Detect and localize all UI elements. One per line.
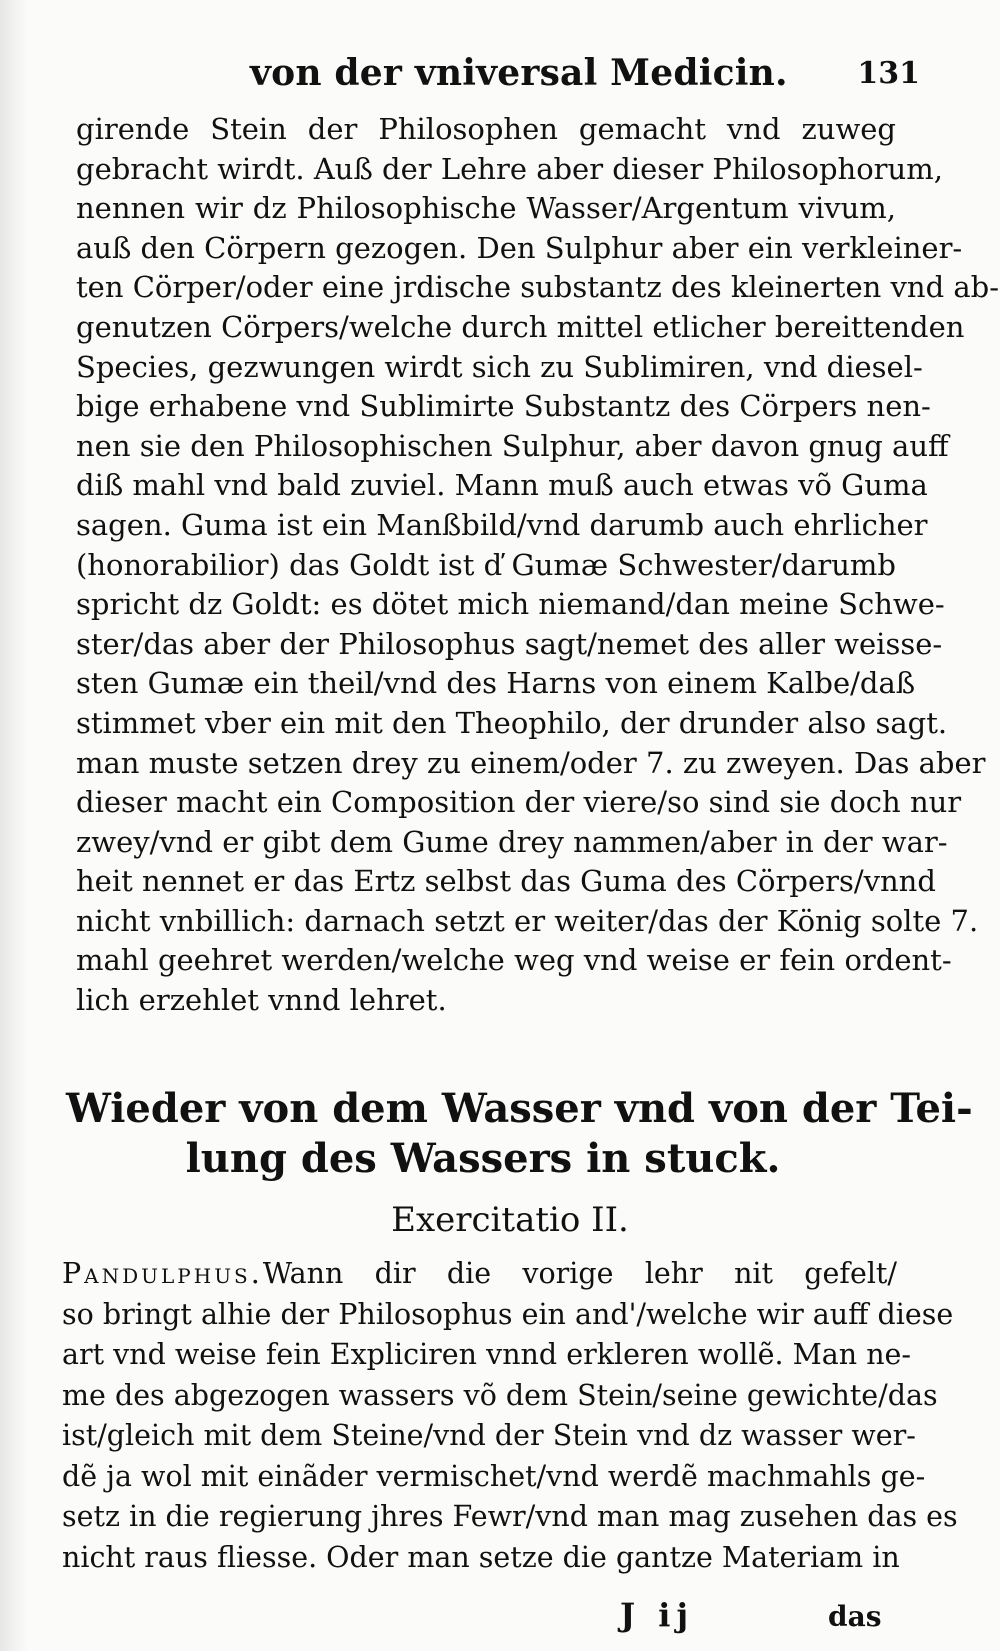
page-header — [250, 52, 920, 98]
section-heading — [66, 1084, 973, 1184]
text-line: dẽ ja wol mit einãder vermischet/vnd werdẽ machmahls ge- — [62, 1459, 926, 1493]
text-line: nicht vnbillich: darnach setzt er weiter/das der König solte 7. — [76, 903, 979, 938]
text-line: stimmet vber ein mit den Theophilo, der drunder also sagt. — [76, 705, 948, 740]
first-line-rest: Wann dir die vorige lehr nit gefelt/ — [262, 1257, 897, 1290]
signature-mark: J ij — [620, 1596, 695, 1634]
heading-line-2: lung des Wassers in stuck. — [185, 1135, 781, 1182]
text-line: bige erhabene vnd Sublimirte Substantz des Cörpers nen- — [76, 389, 931, 424]
text-line: mahl geehret werden/welche weg vnd weise er fein ordent- — [76, 943, 952, 978]
text-line: ten Cörper/oder eine jrdische substantz des kleinerten vnd ab- — [76, 270, 1000, 305]
text-line: nen sie den Philosophischen Sulphur, aber davon gnug auff — [76, 428, 949, 463]
text-line: diß mahl vnd bald zuviel. Mann muß auch etwas võ Guma — [76, 468, 928, 503]
heading-line-1: Wieder von dem Wasser vnd von der Tei- — [66, 1085, 973, 1132]
catchword: das — [828, 1600, 882, 1633]
text-line: (honorabilior) das Goldt ist ď Gumæ Schwester/darumb — [76, 547, 896, 582]
page-edge-shadow — [0, 0, 28, 1651]
body-text-section-1 — [76, 110, 1000, 1021]
text-line: me des abgezogen wassers võ dem Stein/seine gewichte/das — [62, 1378, 938, 1412]
text-line: man muste setzen drey zu einem/oder 7. zu zweyen. Das aber — [76, 745, 986, 780]
text-line: gebracht wirdt. Auß der Lehre aber dieser Philosophorum, — [76, 151, 943, 186]
text-line: nicht raus fliesse. Oder man setze die gantze Materiam in — [62, 1540, 900, 1574]
text-line: heit nennet er das Ertz selbst das Guma des Cörpers/vnnd — [76, 864, 936, 899]
text-line: genutzen Cörpers/welche durch mittel etlicher bereittenden — [76, 309, 965, 344]
text-line: ster/das aber der Philosophus sagt/nemet des aller weisse- — [76, 626, 943, 661]
text-line: ist/gleich mit dem Steine/vnd der Stein vnd dz wasser wer- — [62, 1419, 916, 1452]
text-line: nennen wir dz Philosophische Wasser/Argentum vivum, — [76, 191, 896, 226]
body-text-section-2 — [62, 1254, 958, 1578]
text-line: spricht dz Goldt: es dötet mich niemand/dan meine Schwe- — [76, 587, 945, 622]
text-line: Species, gezwungen wirdt sich zu Sublimiren, vnd diesel- — [76, 349, 923, 384]
running-head: von der vniversal Medicin. — [250, 52, 788, 94]
page-footer — [0, 1596, 1000, 1641]
exercitatio-title: Exercitatio II. — [391, 1200, 629, 1240]
text-line: girende Stein der Philosophen gemacht vnd zuweg — [76, 112, 896, 146]
text-line: lich erzehlet vnnd lehret. — [76, 983, 447, 1018]
text-line: sten Gumæ ein theil/vnd des Harns von einem Kalbe/daß — [76, 666, 916, 701]
text-line: setz in die regierung jhres Fewr/vnd man mag zusehen das es — [62, 1500, 958, 1533]
text-line: art vnd weise fein Expliciren vnnd erkleren wollẽ. Man ne- — [62, 1338, 912, 1371]
text-line-first — [62, 1254, 897, 1295]
text-line: zwey/vnd er gibt dem Gume drey nammen/aber in der war- — [76, 824, 948, 859]
text-line: dieser macht ein Composition der viere/so sind sie doch nur — [76, 785, 962, 820]
text-line: auß den Cörpern gezogen. Den Sulphur aber ein verkleiner- — [76, 230, 963, 265]
text-line: sagen. Guma ist ein Manßbild/vnd darumb auch ehrlicher — [76, 507, 928, 542]
text-line: so bringt alhie der Philosophus ein and'/welche wir auff diese — [62, 1297, 954, 1331]
page-number: 131 — [857, 56, 920, 91]
speaker-name: Pandulphus. — [62, 1257, 263, 1290]
